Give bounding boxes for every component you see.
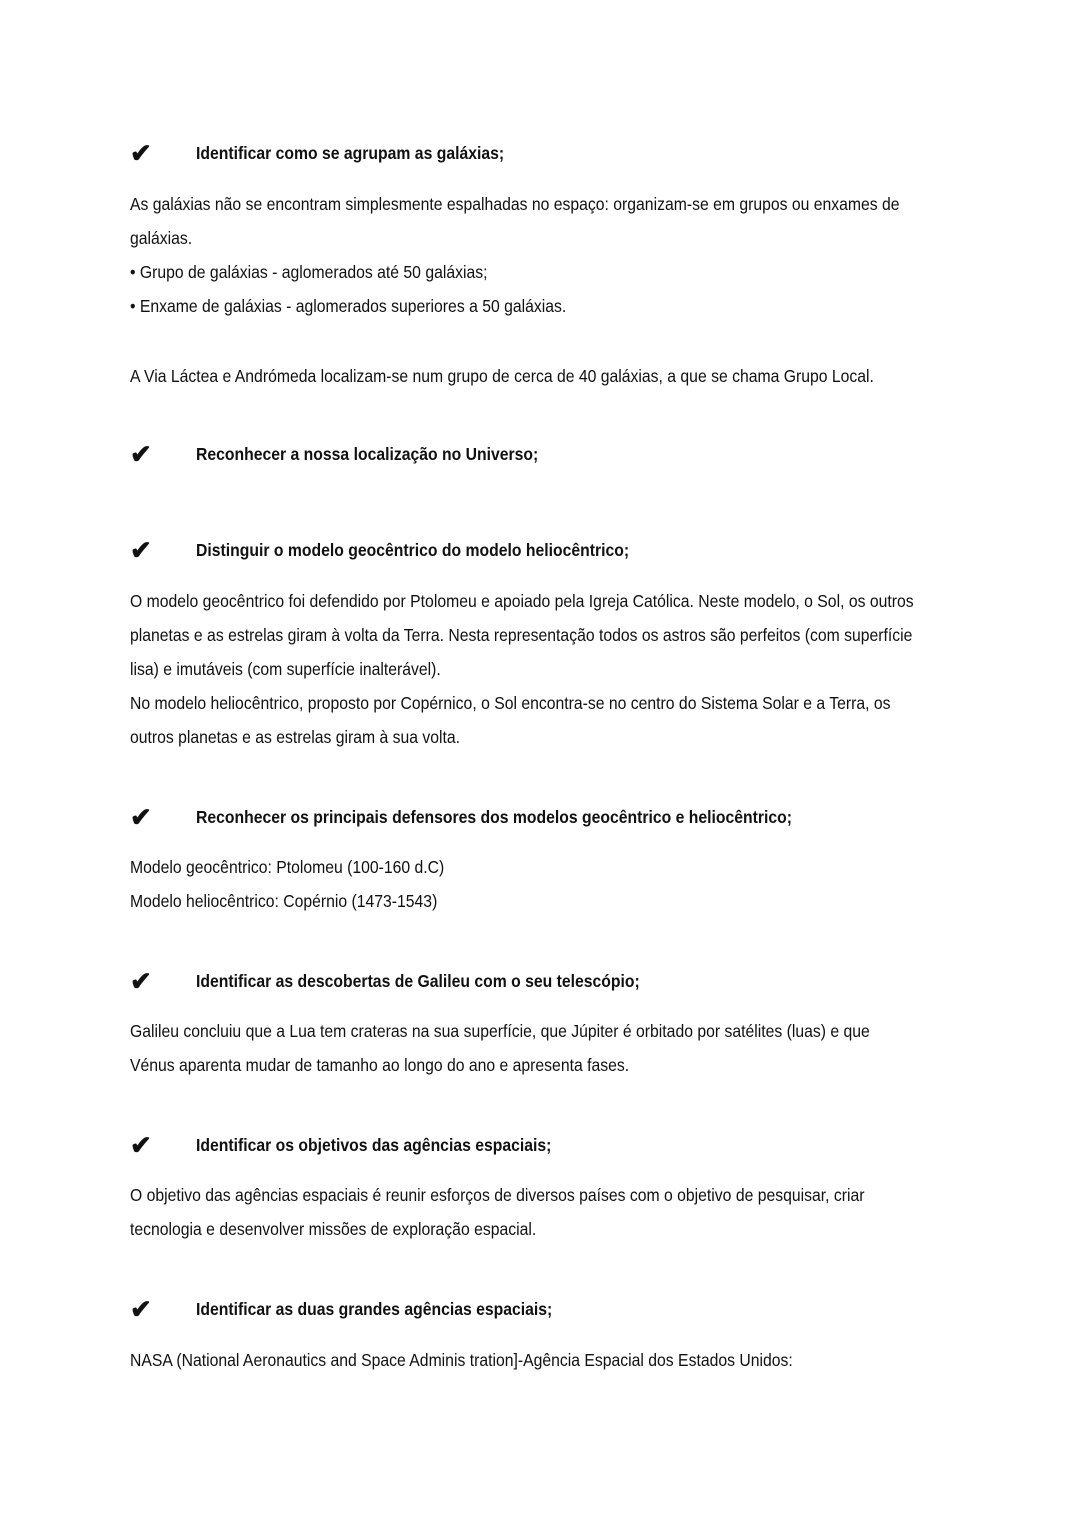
paragraph-line: O objetivo das agências espaciais é reunir esforços de diversos países com o objetivo de pesquisar, criar (130, 1185, 865, 1205)
paragraph-line: galáxias. (130, 228, 193, 248)
paragraph-line: planetas e as estrelas giram à volta da Terra. Nesta representação todos os astros são perfeitos (com superfície (130, 625, 913, 645)
paragraph-line: O modelo geocêntrico foi defendido por Ptolomeu e apoiado pela Igreja Católica. Neste modelo, o Sol, os outros (130, 591, 914, 611)
checkmark-icon: ✔ (130, 535, 152, 565)
bullet-item: • Grupo de galáxias - aglomerados até 50 galáxias; (130, 262, 488, 282)
paragraph-line: lisa) e imutáveis (com superfície inalterável). (130, 659, 441, 679)
paragraph-line: Vénus aparenta mudar de tamanho ao longo do ano e apresenta fases. (130, 1055, 630, 1075)
paragraph-line: A Via Láctea e Andrómeda localizam-se num grupo de cerca de 40 galáxias, a que se chama Grupo Local. (130, 366, 874, 386)
heading-text: Identificar os objetivos das agências espaciais; (196, 1135, 552, 1155)
paragraph-line: Modelo geocêntrico: Ptolomeu (100-160 d.C) (130, 857, 445, 877)
bullet-item: • Enxame de galáxias - aglomerados superiores a 50 galáxias. (130, 296, 567, 316)
paragraph-line: Galileu concluiu que a Lua tem crateras na sua superfície, que Júpiter é orbitado por satélites (luas) e que (130, 1021, 870, 1041)
checkmark-icon: ✔ (130, 802, 152, 832)
checkmark-icon: ✔ (130, 439, 152, 469)
paragraph-line: No modelo heliocêntrico, proposto por Copérnico, o Sol encontra-se no centro do Sistema Solar e a Terra, os (130, 693, 891, 713)
heading-text: Identificar as descobertas de Galileu com o seu telescópio; (196, 971, 640, 991)
checkmark-icon: ✔ (130, 966, 152, 996)
heading-text: Identificar as duas grandes agências espaciais; (196, 1299, 553, 1319)
heading-text: Distinguir o modelo geocêntrico do modelo heliocêntrico; (196, 540, 630, 560)
heading-text: Reconhecer os principais defensores dos modelos geocêntrico e heliocêntrico; (196, 807, 793, 827)
heading-text: Identificar como se agrupam as galáxias; (196, 143, 505, 163)
paragraph-line: As galáxias não se encontram simplesmente espalhadas no espaço: organizam-se em grupos ou enxames de (130, 194, 900, 214)
checkmark-icon: ✔ (130, 1294, 152, 1324)
paragraph-line: NASA (National Aeronautics and Space Adminis tration]-Agência Espacial dos Estados Unidos: (130, 1350, 793, 1370)
checkmark-icon: ✔ (130, 138, 152, 168)
paragraph-line: outros planetas e as estrelas giram à sua volta. (130, 727, 461, 747)
paragraph-line: Modelo heliocêntrico: Copérnio (1473-1543) (130, 891, 438, 911)
checkmark-icon: ✔ (130, 1130, 152, 1160)
heading-text: Reconhecer a nossa localização no Universo; (196, 444, 539, 464)
paragraph-line: tecnologia e desenvolver missões de exploração espacial. (130, 1219, 537, 1239)
